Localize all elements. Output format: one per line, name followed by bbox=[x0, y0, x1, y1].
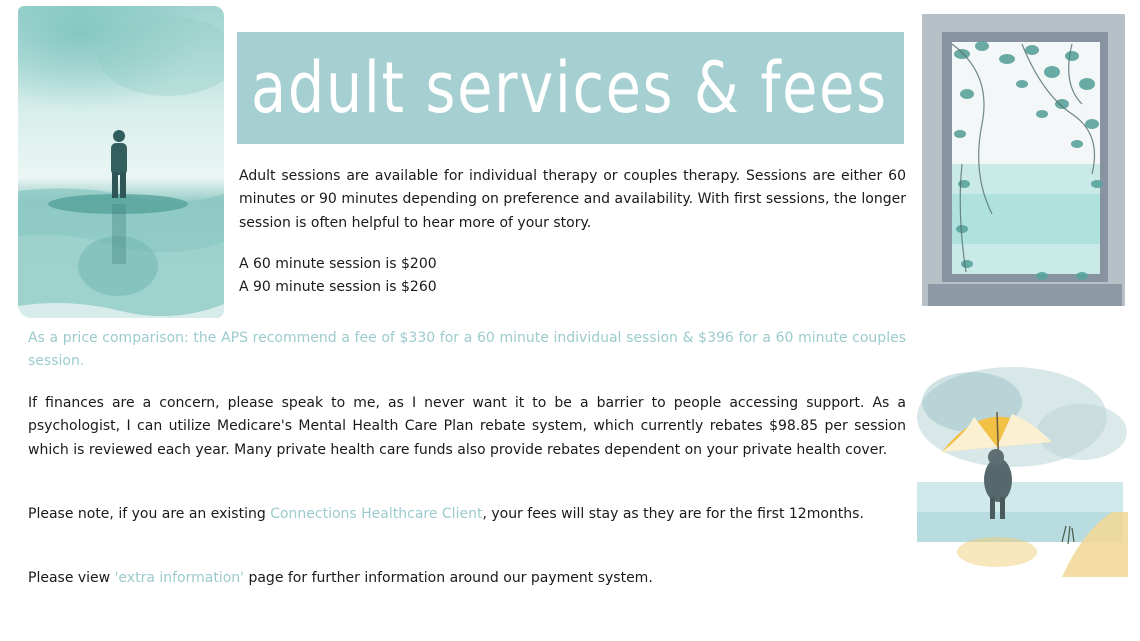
watercolor-person-illustration bbox=[18, 6, 224, 318]
fee-90-minute: A 90 minute session is $260 bbox=[239, 279, 437, 296]
watercolor-window-illustration bbox=[922, 14, 1125, 306]
connections-healthcare-client-link[interactable]: Connections Healthcare Client bbox=[270, 506, 483, 522]
extra-information-paragraph bbox=[28, 567, 906, 590]
note-text-before: Please note, if you are an existing bbox=[28, 506, 271, 522]
intro-paragraph: Adult sessions are available for individual therapy or couples therapy. Sessions are either 60 minutes or 90 minutes depending on preference and availability. With first sessions, the longer session is often helpful to hear more of your story. bbox=[239, 168, 906, 231]
view-text-after: page for further information around our payment system. bbox=[244, 570, 653, 586]
watercolor-window-image bbox=[922, 14, 1125, 306]
fee-list bbox=[239, 253, 906, 300]
watercolor-umbrella-image bbox=[912, 362, 1128, 582]
watercolor-umbrella-illustration bbox=[912, 362, 1128, 582]
note-text-after: , your fees will stay as they are for the first 12months. bbox=[482, 506, 864, 522]
view-text-before: Please view bbox=[28, 570, 115, 586]
fee-60-minute: A 60 minute session is $200 bbox=[239, 256, 437, 272]
existing-client-note bbox=[28, 503, 906, 526]
finances-paragraph: If finances are a concern, please speak to me, as I never want it to be a barrier to people accessing support. As a psychologist, I can utilize Medicare's Mental Health Care Plan rebate system, which currently rebates $98.85 per session which is reviewed each year. Many private health care funds also provide rebates dependent on your private health cover. bbox=[28, 395, 906, 458]
title-banner bbox=[237, 32, 904, 144]
extra-information-link[interactable]: 'extra information' bbox=[114, 570, 245, 586]
watercolor-person-image bbox=[18, 6, 224, 318]
price-comparison-paragraph: As a price comparison: the APS recommend a fee of $330 for a 60 minute individual session & $396 for a 60 minute couples session. bbox=[28, 330, 906, 370]
page-title: adult services & fees bbox=[251, 47, 888, 129]
